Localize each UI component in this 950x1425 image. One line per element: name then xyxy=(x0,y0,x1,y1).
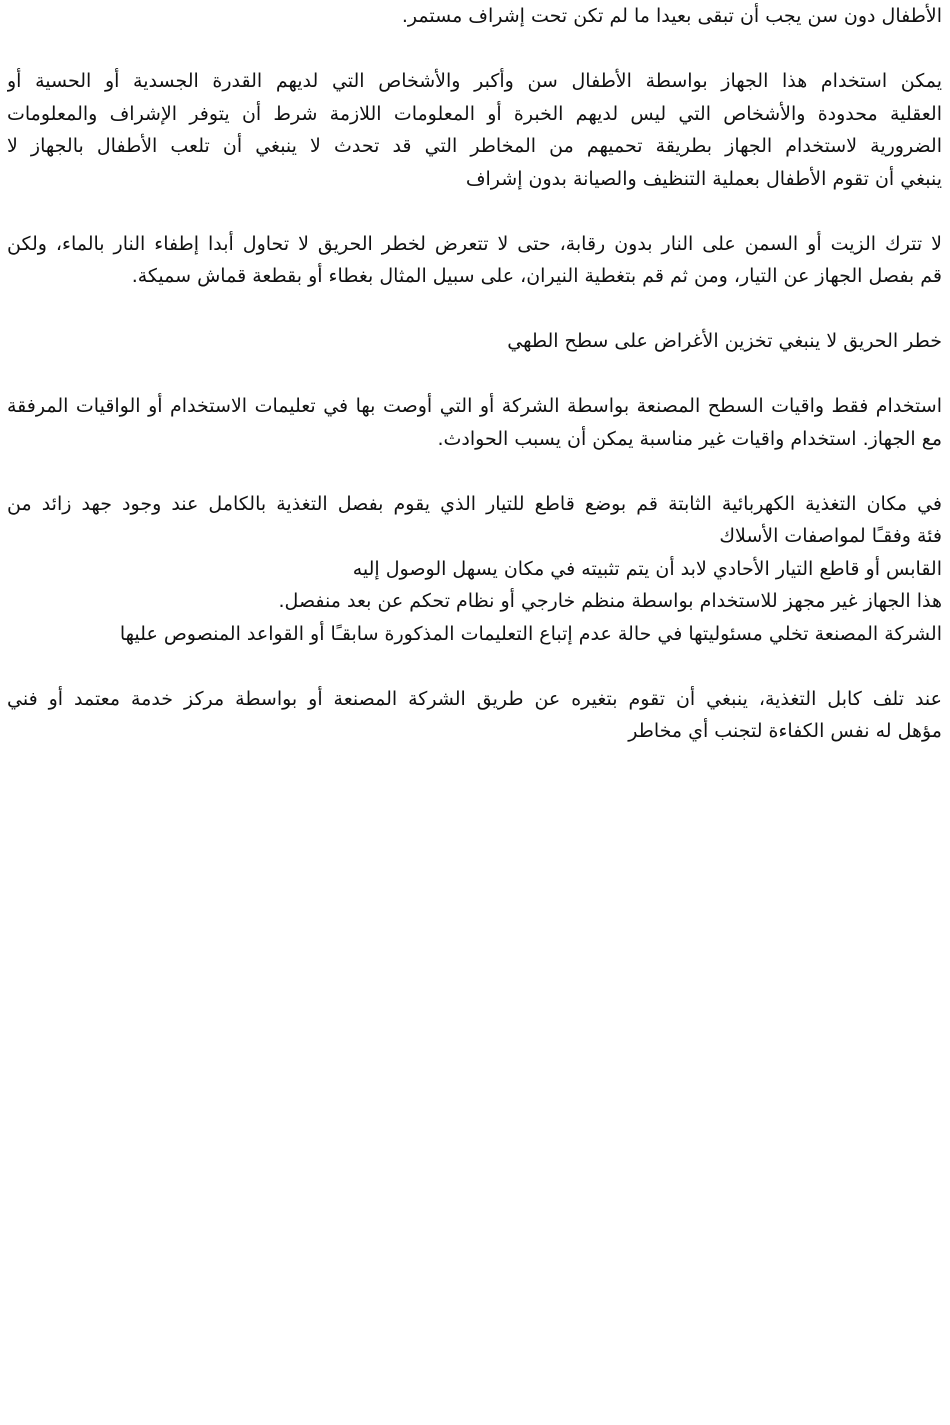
paragraph-electrical-installation xyxy=(7,488,942,651)
paragraph-line: مؤهل له نفس الكفاءة لتجنب أي مخاطر xyxy=(628,720,942,742)
paragraph-spacer xyxy=(7,455,942,488)
paragraph-line: قم بفصل الجهاز عن التيار، ومن ثم قم بتغطية النيران، على سبيل المثال بغطاء أو بقطعة قماش سميكة. xyxy=(131,265,942,287)
paragraph-line: هذا الجهاز غير مجهز للاستخدام بواسطة منظم خارجي أو نظام تحكم عن بعد منفصل. xyxy=(278,590,942,612)
paragraph-storage-warning xyxy=(7,325,942,358)
paragraph-line: لا تترك الزيت أو السمن على النار بدون رقابة، حتى لا تتعرض لخطر الحريق لا تحاول أبدا إطفاء النار بالماء، ولكن xyxy=(7,232,942,255)
paragraph-line: القابس أو قاطع التيار الأحادي لابد أن يتم تثبيته في مكان يسهل الوصول إليه xyxy=(352,557,942,580)
paragraph-usage-restrictions xyxy=(7,65,942,195)
paragraph-line: ينبغي أن تقوم الأطفال بعملية التنظيف والصيانة بدون إشراف xyxy=(465,167,942,190)
paragraph-line: الشركة المصنعة تخلي مسئوليتها في حالة عدم إتباع التعليمات المذكورة سابقـًا أو القواعد المنصوص عليها xyxy=(119,622,942,645)
paragraph-oil-fire-warning xyxy=(7,228,942,293)
paragraph-line: استخدام فقط واقيات السطح المصنعة بواسطة الشركة أو التي أوصت بها في تعليمات الاستخدام أو الواقيات المرفقة xyxy=(7,395,942,417)
paragraph-line: فئة وفقـًا لمواصفات الأسلاك xyxy=(719,525,942,547)
paragraph-line: عند تلف كابل التغذية، ينبغي أن تقوم بتغيره عن طريق الشركة المصنعة أو بواسطة مركز خدمة معتمد أو فني xyxy=(7,687,942,710)
paragraph-children-supervision xyxy=(7,0,942,33)
document-page xyxy=(7,0,942,748)
paragraph-line: الضرورية لاستخدام الجهاز بطريقة تحميهم من المخاطر التي قد تحدث لا ينبغي أن تلعب الأطفال بالجهاز لا xyxy=(7,135,942,157)
paragraph-spacer xyxy=(7,650,942,683)
paragraph-spacer xyxy=(7,293,942,326)
paragraph-spacer xyxy=(7,195,942,228)
paragraph-line: الأطفال دون سن يجب أن تبقى بعيدا ما لم تكن تحت إشراف مستمر. xyxy=(401,5,942,27)
paragraph-power-cable xyxy=(7,683,942,748)
paragraph-line: مع الجهاز. استخدام واقيات غير مناسبة يمكن أن يسبب الحوادث. xyxy=(437,427,942,450)
paragraph-line: خطر الحريق لا ينبغي تخزين الأغراض على سطح الطهي xyxy=(507,330,942,352)
paragraph-line: في مكان التغذية الكهربائية الثابتة قم بوضع قاطع للتيار الذي يقوم بفصل التغذية بالكامل عند وجود جهد زائد من xyxy=(7,492,942,515)
paragraph-line: العقلية محدودة والأشخاص التي ليس لديهم الخبرة أو المعلومات اللازمة شرط أن يتوفر الإشراف والمعلومات xyxy=(7,102,942,125)
paragraph-spacer xyxy=(7,33,942,66)
paragraph-line: يمكن استخدام هذا الجهاز بواسطة الأطفال سن وأكبر والأشخاص التي لديهم القدرة الجسدية أو الحسية أو xyxy=(7,70,942,92)
paragraph-surface-guards xyxy=(7,390,942,455)
paragraph-spacer xyxy=(7,358,942,391)
